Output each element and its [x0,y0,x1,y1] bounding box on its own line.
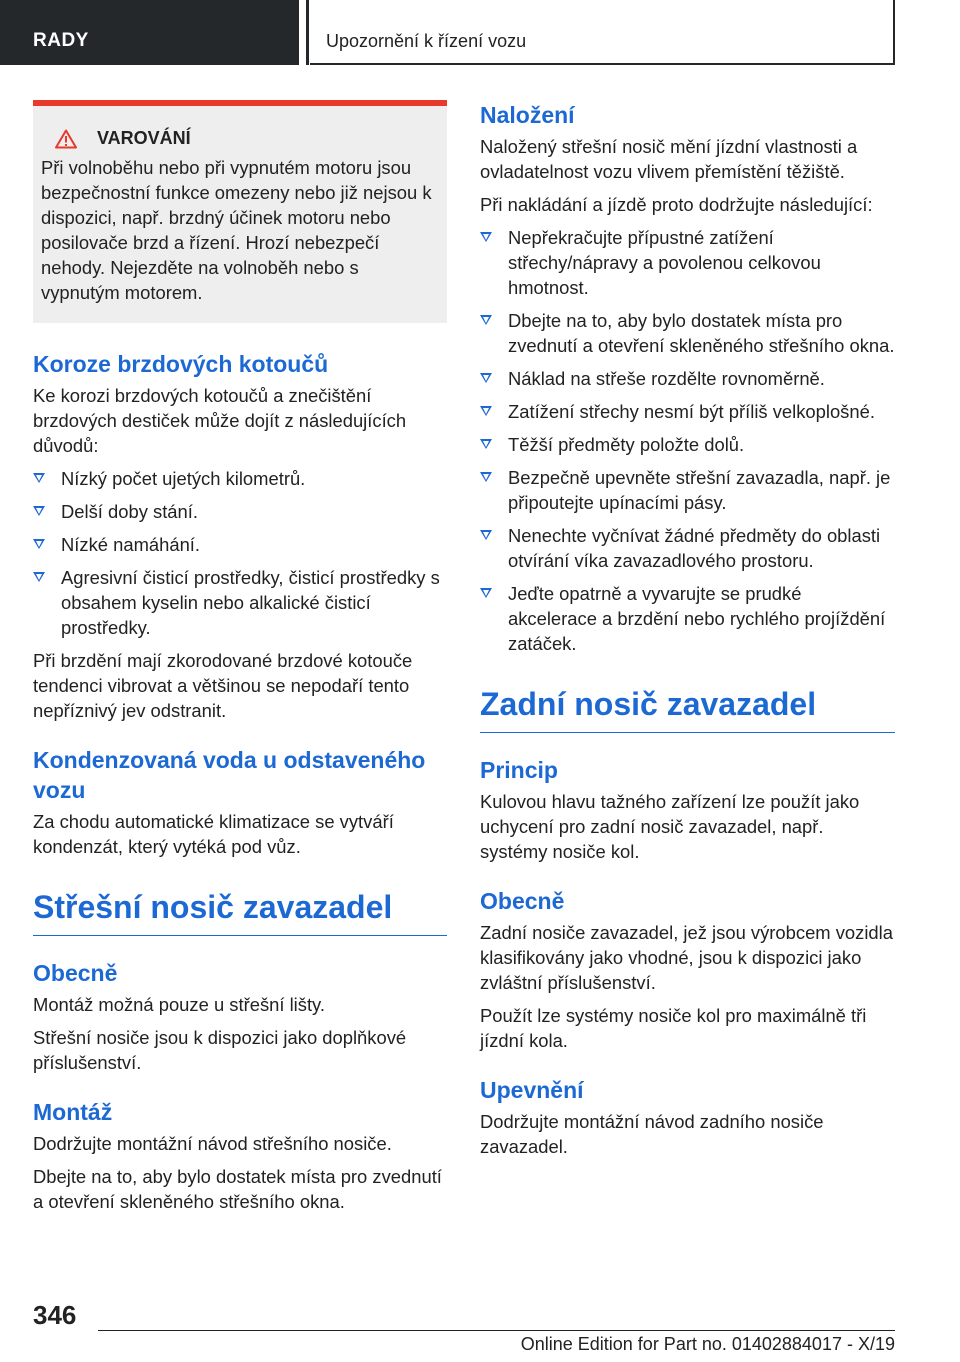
koroze-list [33,466,447,640]
warning-box [33,100,447,323]
triangle-bullet-icon [480,588,492,598]
triangle-bullet-icon [33,572,45,582]
heading-obecne: Obecně [33,960,118,986]
header-section-tab [0,0,299,65]
heading-montaz: Montáž [33,1099,113,1125]
montaz-text-2: Dbejte na to, aby bylo dostatek místa pro zvednutí a otevření skleněného střešního okna. [33,1166,442,1212]
heading-princip: Princip [480,757,558,783]
header-title: Upozornění k řízení vozu [326,31,527,51]
obecne-zadni-text-2: Použít lze systémy nosiče kol pro maximálně tři jízdní kola. [480,1005,867,1051]
upevneni-text: Dodržujte montážní návod zadního nosiče zavazadel. [480,1111,824,1157]
right-column [480,100,895,1167]
heading-upevneni: Upevnění [480,1077,584,1103]
warning-text: Při volnoběhu nebo při vypnutém motoru jsou bezpečnostní funkce omezeny nebo již nejsou k dispozici, např. brzdný účinek motoru nebo posilovače brzd a řízení. Hrozí nebezpečí nehody. Nejezděte na volnoběh nebo s vypnutým motorem. [41,157,432,303]
princip-text: Kulovou hlavu tažného zařízení lze použít jako uchycení pro zadní nosič zavazadel, např. systémy nosiče kol. [480,791,860,862]
obecne-text-1: Montáž možná pouze u střešní lišty. [33,994,325,1015]
triangle-bullet-icon [480,439,492,449]
triangle-bullet-icon [480,406,492,416]
header-section-label: RADY [33,30,89,51]
triangle-bullet-icon [480,373,492,383]
heading-koroze: Koroze brzdových kotoučů [33,351,329,377]
list-item: Dbejte na to, aby bylo dostatek místa pro zvednutí a otevření skleněného střešního okna. [480,308,895,358]
list-item: Delší doby stání. [33,499,447,524]
list-item: Náklad na střeše rozdělte rovnoměrně. [480,366,895,391]
triangle-bullet-icon [33,506,45,516]
heading-obecne-zadni: Obecně [480,888,565,914]
page-number: 346 [33,1300,77,1330]
triangle-bullet-icon [480,232,492,242]
triangle-bullet-icon [33,473,45,483]
footer-edition: Online Edition for Part no. 01402884017 - X/19 [520,1334,895,1354]
warning-triangle-icon [55,129,77,149]
obecne-zadni-text-1: Zadní nosiče zavazadel, jež jsou výrobcem vozidla klasifikovány jako vhodné, jsou k dispozici jako zvláštní příslušenství. [480,922,893,993]
nalozeni-list [480,225,895,656]
list-item: Agresivní čisticí prostředky, čisticí prostředky s obsahem kyselin nebo alkalické čisticí prostředky. [33,565,447,640]
warning-title-row [41,128,435,149]
list-item: Zatížení střechy nesmí být příliš velkoplošné. [480,399,895,424]
list-item: Jeďte opatrně a vyvarujte se prudké akcelerace a brzdění nebo rychlého projíždění zatáček. [480,581,895,656]
obecne-text-2: Střešní nosiče jsou k dispozici jako doplňkové příslušenství. [33,1027,407,1073]
heading-kondenz: Kondenzovaná voda u odstaveného vozu [33,747,426,803]
nalozeni-text-1: Naložený střešní nosič mění jízdní vlastnosti a ovladatelnost vozu vlivem přemístění těžiště. [480,136,858,182]
triangle-bullet-icon [480,530,492,540]
heading-zadni-nosic: Zadní nosič zavazadel [480,684,895,733]
montaz-text-1: Dodržujte montážní návod střešního nosiče. [33,1133,392,1154]
nalozeni-text-2: Při nakládání a jízdě proto dodržujte následující: [480,194,873,215]
kondenz-text: Za chodu automatické klimatizace se vytváří kondenzát, který vytéká pod vůz. [33,811,394,857]
footer-divider [98,1330,895,1331]
list-item: Nenechte vyčnívat žádné předměty do oblasti otvírání víka zavazadlového prostoru. [480,523,895,573]
warning-title: VAROVÁNÍ [97,128,191,148]
koroze-intro: Ke korozi brzdových kotoučů a znečištění brzdových destiček může dojít z následujících důvodů: [33,385,407,456]
list-item: Těžší předměty položte dolů. [480,432,895,457]
header-title-box [310,0,895,65]
triangle-bullet-icon [480,472,492,482]
list-item: Nízké namáhání. [33,532,447,557]
koroze-outro: Při brzdění mají zkorodované brzdové kotouče tendenci vibrovat a většinou se nepodaří tento nepříznivý jev odstranit. [33,650,413,721]
list-item: Nízký počet ujetých kilometrů. [33,466,447,491]
list-item: Nepřekračujte přípustné zatížení střechy/nápravy a povolenou celkovou hmotnost. [480,225,895,300]
left-column [33,100,447,1222]
triangle-bullet-icon [480,315,492,325]
triangle-bullet-icon [33,539,45,549]
heading-stresni-nosic: Střešní nosič zavazadel [33,887,447,936]
list-item: Bezpečně upevněte střešní zavazadla, např. je připoutejte upínacími pásy. [480,465,895,515]
heading-nalozeni: Naložení [480,102,575,128]
